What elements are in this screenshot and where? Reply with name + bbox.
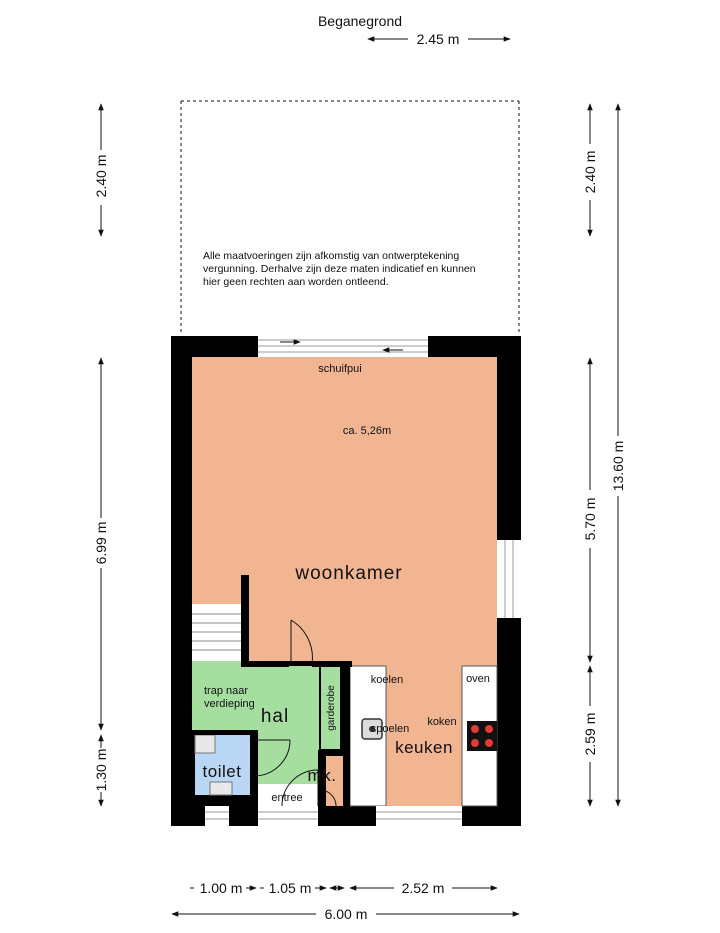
label-koken: koken <box>427 716 457 728</box>
dim-left-upper: 2.40 m <box>93 154 109 198</box>
wall-toilet-top <box>192 730 250 735</box>
label-oven: oven <box>466 673 490 685</box>
label-mk: mk. <box>307 766 337 785</box>
label-toilet: toilet <box>202 762 242 781</box>
dim-right-total: 13.60 m <box>610 440 626 492</box>
wall-stair <box>241 575 249 666</box>
top-dimension <box>368 31 510 47</box>
disclaimer <box>203 250 476 288</box>
label-garderobe: garderobe <box>326 685 337 731</box>
label-trap-line2: verdieping <box>204 698 255 710</box>
dim-bottom-total: 6.00 m <box>324 906 368 922</box>
toilet-sink <box>195 735 215 753</box>
floor-title: Beganegrond <box>317 13 403 29</box>
label-ceiling-note: ca. 5,26m <box>342 425 392 437</box>
dim-bottom-2: 1.05 m <box>268 880 312 896</box>
label-trap-line1: trap naar <box>204 685 249 697</box>
label-woonkamer: woonkamer <box>295 563 403 584</box>
toilet-bowl <box>210 782 232 795</box>
garden-outline <box>181 101 519 334</box>
label-entree: entree <box>271 792 303 804</box>
dim-left-lower: 1.30 m <box>93 748 109 792</box>
wall-toilet-right <box>250 730 258 806</box>
left-dimensions <box>93 104 109 806</box>
dim-bottom-1: 1.00 m <box>199 880 243 896</box>
label-spoelen: spoelen <box>370 723 410 735</box>
wall-kitchen-left <box>344 661 350 806</box>
dim-right-middle: 5.70 m <box>582 497 598 541</box>
disclaimer-line3: hier geen rechten aan worden ontleend. <box>203 276 389 288</box>
dim-left-middle: 6.99 m <box>93 521 109 565</box>
window-bottom-entree <box>258 806 318 826</box>
window-right <box>497 540 521 618</box>
label-hal: hal <box>260 706 290 727</box>
disclaimer-line2: vergunning. Derhalve zijn deze maten indicatief en kunnen <box>203 263 476 275</box>
dim-bottom-3: 2.52 m <box>401 880 445 896</box>
window-schuifpui <box>258 336 428 357</box>
hob-icon <box>467 721 497 751</box>
window-bottom-toilet <box>205 806 229 826</box>
bottom-dimensions <box>172 880 519 922</box>
label-schuifpui: schuifpui <box>318 363 362 375</box>
label-koelen: koelen <box>370 674 404 686</box>
disclaimer-line1: Alle maatvoeringen zijn afkomstig van ontwerptekening <box>203 250 460 262</box>
dim-right-lower: 2.59 m <box>582 712 598 756</box>
window-bottom-kitchen <box>376 806 462 826</box>
wall-meterkast-top <box>318 750 344 756</box>
dim-right-upper: 2.40 m <box>582 150 598 194</box>
wall-hal-top-left <box>241 661 289 667</box>
label-keuken: keuken <box>395 738 453 757</box>
staircase <box>192 604 241 661</box>
dim-top-width: 2.45 m <box>416 31 460 47</box>
right-dimensions <box>582 104 626 806</box>
